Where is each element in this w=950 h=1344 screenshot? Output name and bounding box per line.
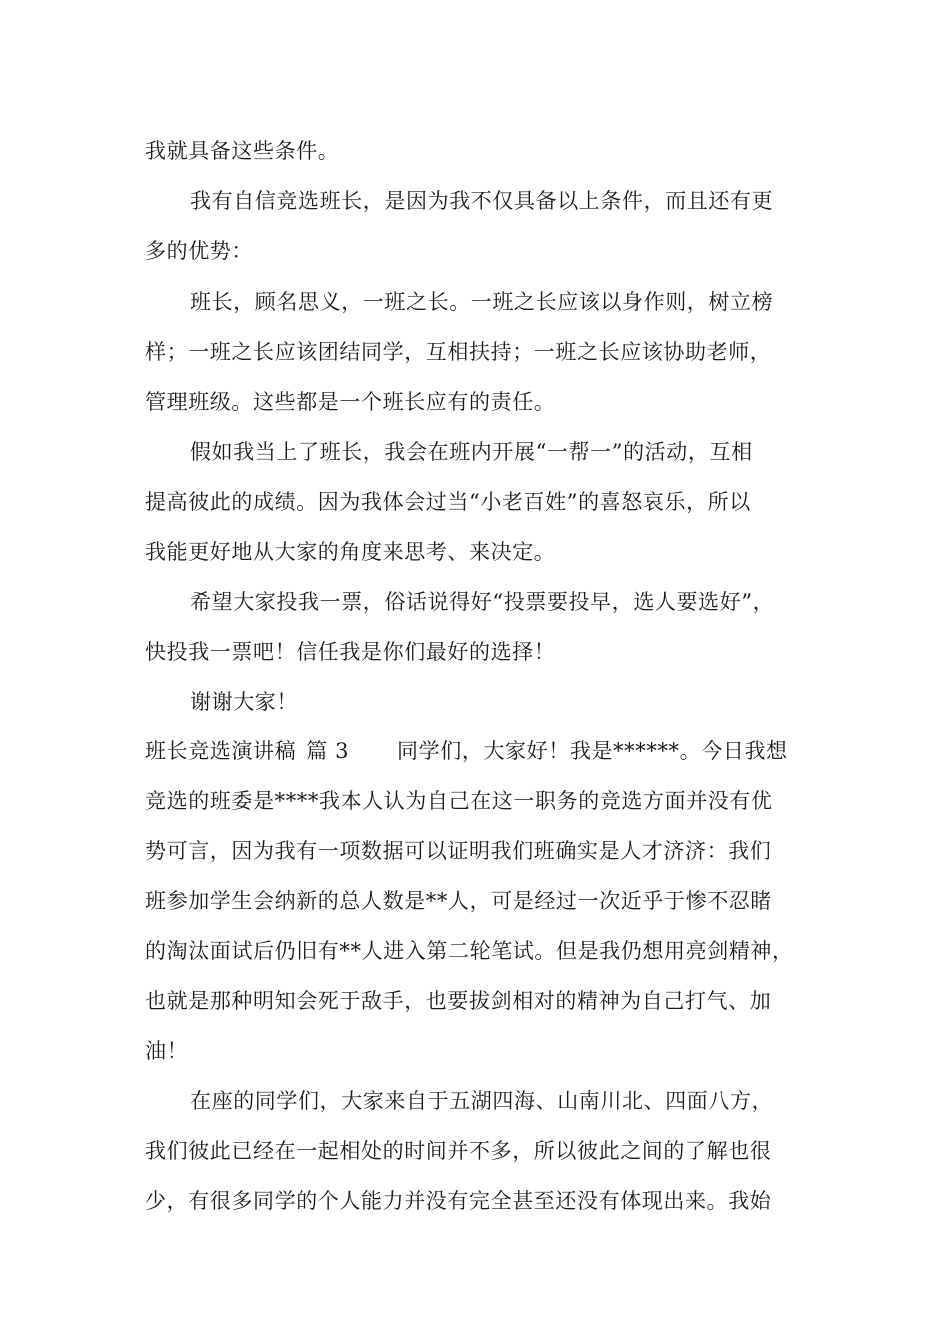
text-line: 样；一班之长应该团结同学，互相扶持；一班之长应该协助老师，: [145, 340, 772, 364]
text-line: 我就具备这些条件。: [145, 139, 340, 163]
text-line: 油！: [145, 1039, 189, 1063]
text-line: 提高彼此的成绩。因为我体会过当“小老百姓”的喜怒哀乐，所以: [145, 490, 751, 514]
text-line: 假如我当上了班长，我会在班内开展“一帮一”的活动，互相: [190, 440, 753, 464]
text-line: 少，有很多同学的个人能力并没有完全甚至还没有体现出来。我始: [145, 1189, 772, 1213]
section-title: 班长竞选演讲稿: [145, 739, 297, 763]
text-line: 在座的同学们，大家来自于五湖四海、山南川北、四面八方，: [190, 1089, 774, 1113]
text-line: 我们彼此已经在一起相处的时间并不多，所以彼此之间的了解也很: [145, 1139, 772, 1163]
text-line: 快投我一票吧！信任我是你们最好的选择！: [145, 640, 556, 664]
text-line: 班长，顾名思义，一班之长。一班之长应该以身作则，树立榜: [190, 290, 774, 314]
text-line: 希望大家投我一票，俗话说得好“投票要投早，选人要选好”，: [190, 590, 775, 614]
text-line: 多的优势：: [145, 239, 253, 263]
text-line: 也就是那种明知会死于敌手，也要拔剑相对的精神为自己打气、加: [145, 989, 772, 1013]
text-line: 的淘汰面试后仍旧有**人进入第二轮笔试。但是我仍想用亮剑精神，: [145, 939, 794, 963]
text-line: 势可言，因为我有一项数据可以证明我们班确实是人才济济：我们: [145, 839, 772, 863]
text-line: 管理班级。这些都是一个班长应有的责任。: [145, 390, 556, 414]
text-line: 我有自信竞选班长，是因为我不仅具备以上条件，而且还有更: [190, 189, 774, 213]
section-first-sentence: 同学们，大家好！我是******。今日我想: [397, 739, 788, 763]
text-line: 谢谢大家！: [190, 690, 298, 714]
section-heading-line: [145, 736, 825, 766]
section-part-label: 篇 3: [306, 739, 350, 763]
text-line: 班参加学生会纳新的总人数是**人，可是经过一次近乎于惨不忍睹: [145, 889, 772, 913]
text-line: 竞选的班委是****我本人认为自己在这一职务的竞选方面并没有优: [145, 789, 773, 813]
text-line: 我能更好地从大家的角度来思考、来决定。: [145, 540, 556, 564]
